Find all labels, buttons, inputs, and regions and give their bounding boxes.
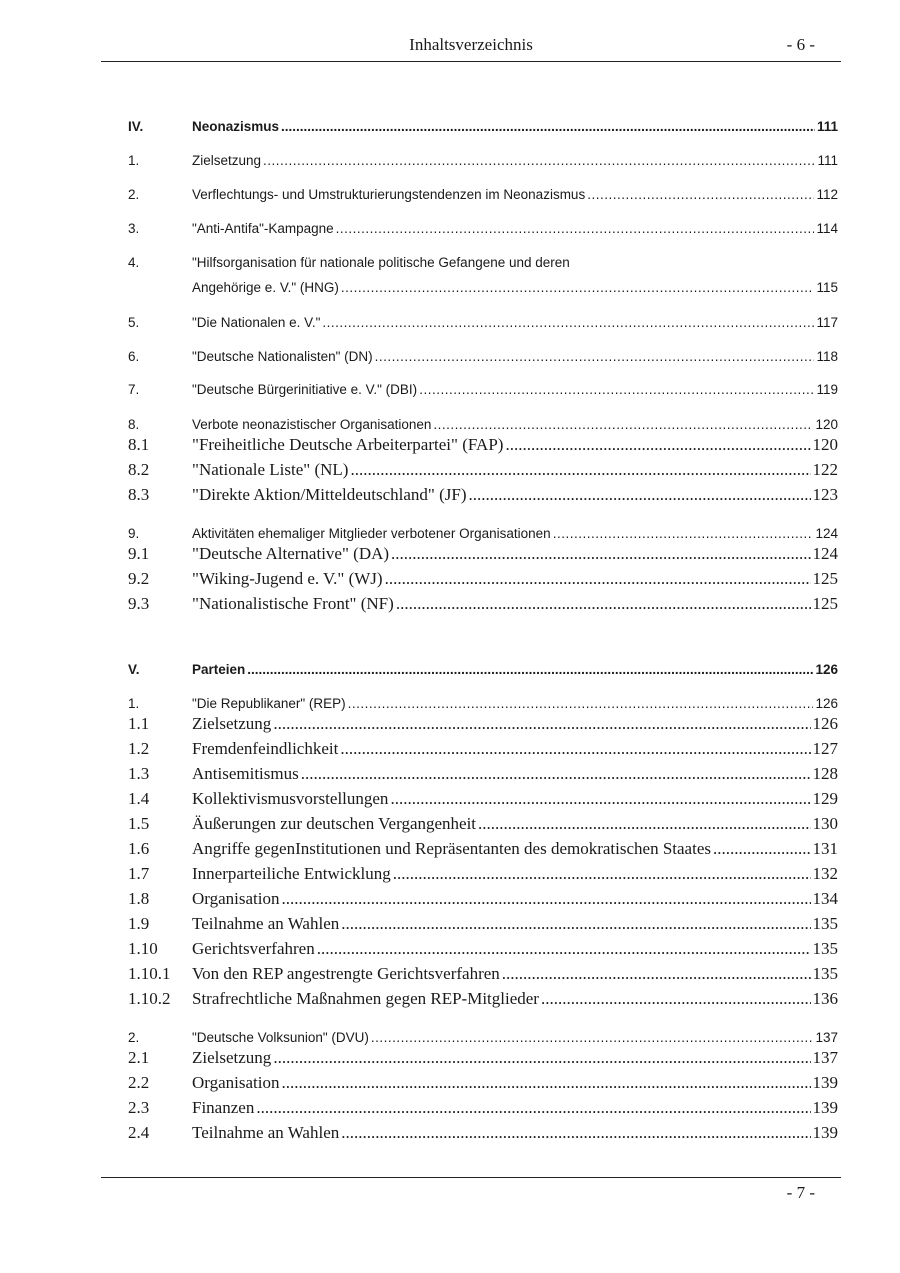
toc-entry[interactable] bbox=[128, 542, 838, 564]
toc-num: 1.3 bbox=[128, 764, 150, 783]
toc-leader bbox=[348, 696, 814, 711]
toc-title: "Die Nationalen e. V." bbox=[192, 315, 321, 330]
toc-title: "Nationale Liste" (NL) bbox=[192, 460, 349, 479]
toc-title: "Direkte Aktion/Mitteldeutschland" (JF) bbox=[192, 485, 467, 504]
toc-leader bbox=[273, 1048, 810, 1068]
toc-page: 127 bbox=[812, 739, 838, 758]
toc-leader bbox=[273, 714, 810, 734]
toc-entry[interactable] bbox=[128, 1046, 838, 1068]
toc-title: "Deutsche Bürgerinitiative e. V." (DBI) bbox=[192, 382, 418, 397]
toc-page: 124 bbox=[812, 544, 838, 563]
toc-entry[interactable] bbox=[128, 1096, 838, 1118]
toc-entry-continued[interactable] bbox=[128, 273, 838, 295]
toc-entry[interactable] bbox=[128, 937, 838, 959]
toc-title: Verflechtungs- und Umstrukturierungstendenzen im Neonazismus bbox=[192, 187, 586, 202]
toc-title: "Deutsche Volksunion" (DVU) bbox=[192, 1030, 369, 1045]
toc-title: Zielsetzung bbox=[192, 1048, 272, 1067]
toc-heading-v[interactable] bbox=[128, 655, 838, 677]
toc-entry[interactable] bbox=[128, 712, 838, 734]
toc-leader bbox=[502, 964, 811, 984]
toc-entry[interactable] bbox=[128, 1071, 838, 1093]
toc-leader bbox=[396, 594, 811, 614]
toc-num: 8. bbox=[128, 417, 140, 432]
toc-num: 6. bbox=[128, 349, 140, 364]
toc-title: Verbote neonazistischer Organisationen bbox=[192, 417, 432, 432]
toc-title: Gerichtsverfahren bbox=[192, 939, 315, 958]
toc-leader bbox=[301, 764, 811, 784]
toc-title: Antisemitismus bbox=[192, 764, 299, 783]
toc-leader bbox=[317, 939, 811, 959]
toc-page: 118 bbox=[816, 349, 838, 364]
toc-page: 112 bbox=[816, 187, 838, 202]
toc-page: 114 bbox=[816, 221, 838, 236]
toc-title: Teilnahme an Wahlen bbox=[192, 1123, 340, 1142]
toc-title: Kollektivismusvorstellungen bbox=[192, 789, 389, 808]
toc-title: Angriffe gegenInstitutionen und Repräsentanten des demokratischen Staates bbox=[192, 839, 711, 858]
toc-entry[interactable] bbox=[128, 342, 838, 364]
toc-entry[interactable] bbox=[128, 689, 838, 711]
toc-entry[interactable] bbox=[128, 887, 838, 909]
toc-page: 134 bbox=[812, 889, 838, 908]
toc-page: 130 bbox=[812, 814, 838, 833]
toc-title: "Die Republikaner" (REP) bbox=[192, 696, 346, 711]
page-footer bbox=[101, 1177, 841, 1202]
toc-entry[interactable] bbox=[128, 375, 838, 397]
toc-title: Teilnahme an Wahlen bbox=[192, 914, 340, 933]
toc-title: Äußerungen zur deutschen Vergangenheit bbox=[192, 814, 477, 833]
toc-num: 1.4 bbox=[128, 789, 150, 808]
toc-num: 1.7 bbox=[128, 864, 150, 883]
toc-entry[interactable] bbox=[128, 567, 838, 589]
toc-leader bbox=[371, 1030, 814, 1045]
toc-num: 1.5 bbox=[128, 814, 150, 833]
toc-page: 120 bbox=[812, 435, 838, 454]
toc-entry[interactable] bbox=[128, 862, 838, 884]
toc-title: Organisation bbox=[192, 889, 280, 908]
toc-entry[interactable] bbox=[128, 592, 838, 614]
toc-entry[interactable] bbox=[128, 146, 838, 168]
toc-num: 8.1 bbox=[128, 435, 150, 454]
toc-leader bbox=[587, 187, 814, 202]
toc-leader bbox=[256, 1098, 810, 1118]
toc-entry[interactable] bbox=[128, 787, 838, 809]
toc-title: "Nationalistische Front" (NF) bbox=[192, 594, 394, 613]
toc-num: 1.10.2 bbox=[128, 989, 171, 1008]
toc-page: 124 bbox=[815, 526, 838, 541]
toc-title: Fremdenfeindlichkeit bbox=[192, 739, 339, 758]
toc-leader bbox=[390, 789, 810, 809]
toc-num: 9.3 bbox=[128, 594, 150, 613]
toc-title: Von den REP angestrengte Gerichtsverfahren bbox=[192, 964, 500, 983]
toc-leader bbox=[393, 864, 811, 884]
toc-num: 1.1 bbox=[128, 714, 150, 733]
toc-title: "Anti-Antifa"-Kampagne bbox=[192, 221, 334, 236]
toc-page: 117 bbox=[816, 315, 838, 330]
toc-entry[interactable] bbox=[128, 433, 838, 455]
toc-entry[interactable] bbox=[128, 1023, 838, 1045]
toc-num: 3. bbox=[128, 221, 140, 236]
toc-num: 1.2 bbox=[128, 739, 150, 758]
toc-num: 2.2 bbox=[128, 1073, 150, 1092]
toc-entry[interactable] bbox=[128, 458, 838, 480]
toc-num: 9. bbox=[128, 526, 140, 541]
toc-entry[interactable] bbox=[128, 962, 838, 984]
toc-title: Organisation bbox=[192, 1073, 280, 1092]
toc-title: "Freiheitliche Deutsche Arbeiterpartei" (FAP) bbox=[192, 435, 504, 454]
toc-entry[interactable] bbox=[128, 519, 838, 541]
footer-page-number: - 7 - bbox=[786, 1183, 815, 1202]
toc-leader bbox=[336, 221, 815, 236]
toc-heading-iv[interactable] bbox=[128, 112, 838, 134]
toc-title: Parteien bbox=[192, 662, 246, 677]
toc-title: Strafrechtliche Maßnahmen gegen REP-Mitglieder bbox=[192, 989, 539, 1008]
toc-num: 9.2 bbox=[128, 569, 150, 588]
toc-title: "Hilfsorganisation für nationale politische Gefangene und deren bbox=[192, 255, 570, 270]
toc-title: "Deutsche Nationalisten" (DN) bbox=[192, 349, 373, 364]
toc-title: Zielsetzung bbox=[192, 153, 262, 168]
toc-page: 122 bbox=[812, 460, 838, 479]
toc-num: 2.4 bbox=[128, 1123, 150, 1142]
toc-entry[interactable] bbox=[128, 912, 838, 934]
toc-title: Innerparteiliche Entwicklung bbox=[192, 864, 391, 883]
toc-page: 126 bbox=[815, 696, 838, 711]
toc-entry[interactable] bbox=[128, 308, 838, 330]
toc-leader bbox=[247, 662, 813, 677]
toc-page: 129 bbox=[812, 789, 838, 808]
toc-page: 135 bbox=[812, 939, 838, 958]
toc-page: 126 bbox=[815, 662, 838, 677]
toc-num: V. bbox=[128, 662, 140, 677]
header-title: Inhaltsverzeichnis bbox=[409, 35, 533, 54]
toc-page: 111 bbox=[816, 119, 838, 134]
toc-page: 137 bbox=[812, 1048, 838, 1067]
toc-page: 123 bbox=[812, 485, 838, 504]
toc-num: 2. bbox=[128, 187, 140, 202]
toc-page: 136 bbox=[812, 989, 838, 1008]
toc-page: 135 bbox=[812, 914, 838, 933]
toc-num: 5. bbox=[128, 315, 140, 330]
toc-entry[interactable] bbox=[128, 762, 838, 784]
toc-entry[interactable] bbox=[128, 180, 838, 202]
toc-leader bbox=[322, 315, 814, 330]
toc-title: Zielsetzung bbox=[192, 714, 272, 733]
toc-leader bbox=[469, 485, 811, 505]
toc-num: 1. bbox=[128, 696, 140, 711]
toc-entry[interactable] bbox=[128, 737, 838, 759]
toc-page: 125 bbox=[812, 569, 838, 588]
toc-leader bbox=[419, 382, 814, 397]
toc-page: 128 bbox=[812, 764, 838, 783]
toc-leader bbox=[385, 569, 811, 589]
toc-num: 2. bbox=[128, 1030, 140, 1045]
toc-entry[interactable] bbox=[128, 1121, 838, 1143]
toc-title: Aktivitäten ehemaliger Mitglieder verbotener Organisationen bbox=[192, 526, 551, 541]
toc-num: 1. bbox=[128, 153, 140, 168]
header-page-number: - 6 - bbox=[786, 35, 815, 54]
toc-entry[interactable] bbox=[128, 987, 838, 1009]
toc-entry[interactable] bbox=[128, 214, 838, 236]
toc-leader bbox=[341, 914, 810, 934]
toc-num: 1.6 bbox=[128, 839, 150, 858]
toc-leader bbox=[478, 814, 810, 834]
toc-page: 126 bbox=[812, 714, 838, 733]
toc-num: 1.10.1 bbox=[128, 964, 171, 983]
toc-page: 139 bbox=[812, 1098, 838, 1117]
toc-leader bbox=[282, 1073, 811, 1093]
toc-leader bbox=[375, 349, 815, 364]
toc-num: 2.1 bbox=[128, 1048, 150, 1067]
toc-leader bbox=[341, 1123, 810, 1143]
toc-title: Neonazismus bbox=[192, 119, 280, 134]
toc-leader bbox=[282, 889, 811, 909]
toc-entry[interactable] bbox=[128, 837, 838, 859]
toc-num: IV. bbox=[128, 119, 144, 134]
toc-entry[interactable] bbox=[128, 812, 838, 834]
toc-title: "Wiking-Jugend e. V." (WJ) bbox=[192, 569, 383, 588]
toc-page: 132 bbox=[812, 864, 838, 883]
toc-num: 4. bbox=[128, 255, 140, 270]
toc-page: 139 bbox=[812, 1123, 838, 1142]
toc-page: 139 bbox=[812, 1073, 838, 1092]
toc-page: 115 bbox=[816, 280, 838, 295]
toc-page: 137 bbox=[815, 1030, 838, 1045]
toc-num: 9.1 bbox=[128, 544, 150, 563]
toc-leader bbox=[341, 280, 815, 295]
toc-leader bbox=[281, 119, 815, 134]
toc-leader bbox=[541, 989, 811, 1009]
toc-leader bbox=[263, 153, 815, 168]
toc-leader bbox=[391, 544, 810, 564]
toc-title: "Deutsche Alternative" (DA) bbox=[192, 544, 390, 563]
toc-page: 111 bbox=[817, 153, 838, 168]
toc-num: 1.10 bbox=[128, 939, 158, 958]
toc-page: 131 bbox=[812, 839, 838, 858]
toc-leader bbox=[350, 460, 810, 480]
toc-leader bbox=[505, 435, 810, 455]
toc-page: 135 bbox=[812, 964, 838, 983]
toc-page: 120 bbox=[815, 417, 838, 432]
toc-page: 119 bbox=[816, 382, 838, 397]
toc-page: 125 bbox=[812, 594, 838, 613]
toc-num: 1.8 bbox=[128, 889, 150, 908]
toc-leader bbox=[553, 526, 814, 541]
toc-leader bbox=[340, 739, 810, 759]
toc-num: 2.3 bbox=[128, 1098, 150, 1117]
page-header bbox=[101, 33, 841, 62]
toc-title: Finanzen bbox=[192, 1098, 255, 1117]
toc-num: 7. bbox=[128, 382, 140, 397]
toc-num: 8.2 bbox=[128, 460, 150, 479]
toc-title-continued: Angehörige e. V." (HNG) bbox=[192, 280, 339, 295]
toc-leader bbox=[713, 839, 811, 859]
toc-entry[interactable] bbox=[128, 248, 838, 270]
toc-entry[interactable] bbox=[128, 410, 838, 432]
toc-leader bbox=[433, 417, 813, 432]
toc-num: 8.3 bbox=[128, 485, 150, 504]
toc-entry[interactable] bbox=[128, 483, 838, 505]
toc-num: 1.9 bbox=[128, 914, 150, 933]
